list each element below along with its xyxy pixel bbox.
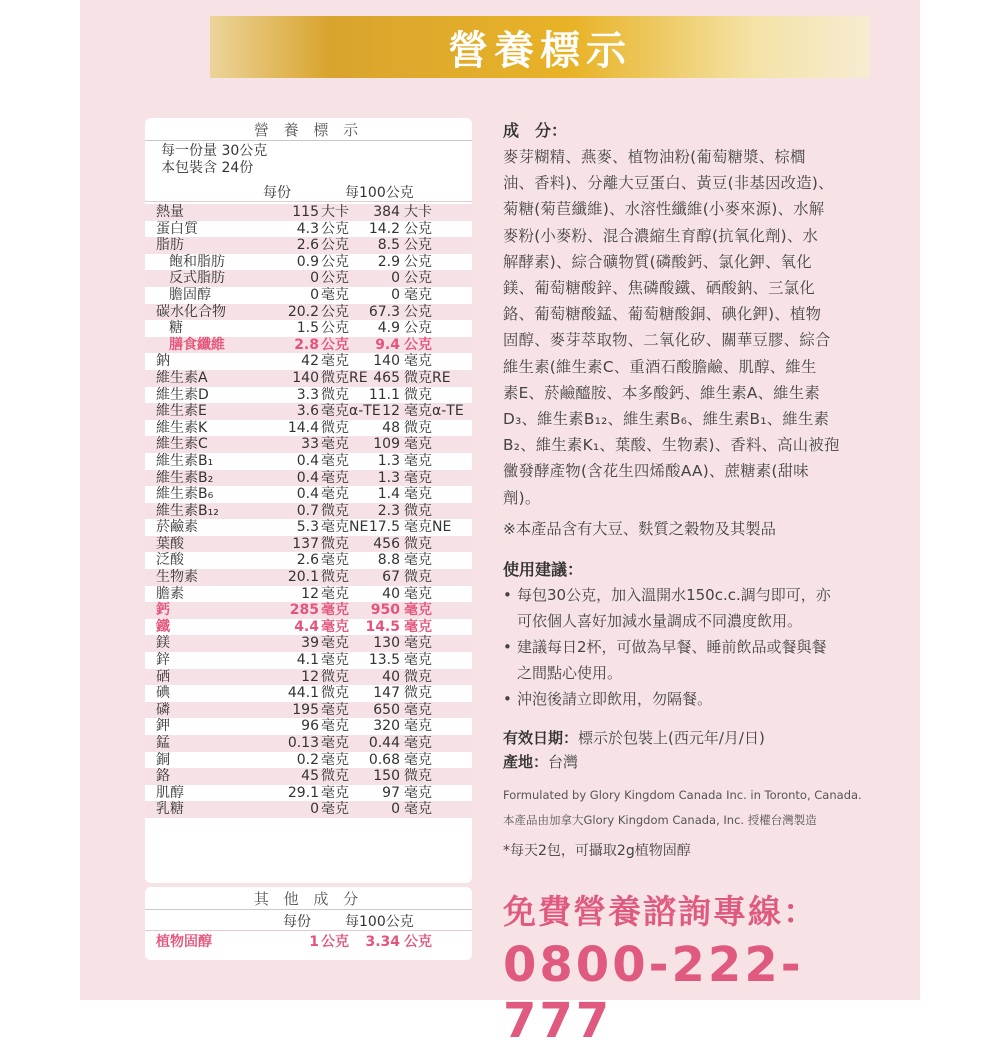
ingredients-line: 黴發酵產物(含花生四烯酸AA)、蔗糖素(甜味 [503, 462, 809, 481]
row-label: 維生素C [156, 436, 208, 453]
row-unit-per-serving: 毫克 [321, 286, 349, 303]
row-unit-per-serving: 大卡 [321, 204, 349, 220]
row-value-per-serving: 39 [301, 635, 319, 652]
row-unit-per-100g: 公克 [404, 253, 432, 270]
row-label: 磷 [156, 701, 170, 718]
nutrition-row [145, 669, 472, 686]
row-value-per-100g: 0 [391, 270, 400, 287]
row-label: 鎂 [156, 635, 170, 652]
row-value-per-100g: 12 [382, 403, 400, 420]
row-value-per-100g: 8.5 [377, 237, 400, 254]
row-unit-per-serving: 毫克 [321, 735, 349, 751]
row-unit-per-100g: 毫克 [404, 286, 432, 303]
row-value-per-serving: 3.6 [296, 403, 319, 420]
row-value-per-100g: 67.3 [368, 303, 400, 320]
row-unit-per-100g: 公克 [404, 320, 432, 337]
row-unit-per-serving: 公克 [321, 253, 349, 270]
row-value-per-serving: 1.5 [296, 320, 319, 337]
row-value-per-100g: 1.3 [377, 469, 400, 486]
hotline-label: 免費營養諮詢專線： [503, 891, 818, 931]
row-value-per-100g: 2.3 [377, 502, 400, 519]
row-unit-per-serving: 毫克α-TE [321, 403, 381, 420]
row-unit-per-100g: 微克RE [404, 369, 451, 386]
nutrition-table-title: 營 養 標 示 [145, 118, 472, 141]
row-unit-per-100g: 毫克 [404, 436, 432, 453]
row-value-per-100g: 950 [370, 602, 400, 619]
row-value-per-100g: 0.68 [368, 751, 400, 768]
row-value-per-100g: 17.5 [368, 519, 400, 536]
row-label: 泛酸 [156, 552, 184, 569]
ingredients-text [503, 144, 873, 511]
nutrition-row [145, 801, 472, 818]
row-value-per-100g: 130 [373, 635, 400, 652]
row-value-per-serving: 12 [301, 668, 319, 685]
ingredients-line: 麥粉(小麥粉、混合濃縮生育醇(抗氧化劑)、水 [503, 226, 819, 245]
row-value-per-100g: 650 [373, 701, 400, 718]
row-unit-per-serving: 毫克 [321, 436, 349, 453]
nutrition-column-header [145, 181, 472, 202]
row-label: 錳 [156, 735, 170, 751]
row-unit-per-100g: 毫克 [404, 602, 432, 619]
row-value-per-100g: 147 [373, 685, 400, 702]
row-unit-per-100g: 微克 [404, 419, 432, 436]
nutrition-row [145, 619, 472, 636]
row-value-per-100g: 13.5 [368, 652, 400, 669]
nutrition-row [145, 569, 472, 586]
row-label: 維生素D [156, 386, 209, 403]
row-unit-per-100g: 微克 [404, 535, 432, 552]
row-value-per-100g: 67 [382, 569, 400, 586]
row-value-per-100g: 1.3 [377, 452, 400, 469]
row-unit-per-100g: 毫克 [404, 469, 432, 486]
row-unit-per-serving: 微克RE [321, 369, 368, 386]
ingredients-line: 劑)。 [503, 488, 541, 507]
row-value-per-serving: 1 [309, 934, 319, 950]
row-value-per-100g: 3.34 [365, 934, 400, 950]
row-label: 維生素K [156, 419, 208, 436]
row-value-per-serving: 3.3 [296, 386, 319, 403]
row-value-per-serving: 14.4 [287, 419, 319, 436]
row-unit-per-serving: 公克 [321, 303, 349, 320]
row-value-per-100g: 320 [373, 718, 400, 735]
bullet-icon: • [503, 689, 512, 708]
row-label: 鐵 [156, 618, 170, 635]
ingredients-line: 麥芽糊精、燕麥、植物油粉(葡萄糖漿、棕櫚 [503, 148, 806, 166]
row-unit-per-serving: 微克 [321, 502, 349, 519]
row-value-per-serving: 20.2 [287, 303, 319, 320]
row-unit-per-serving: 公克 [321, 237, 349, 254]
row-unit-per-serving: 毫克 [321, 585, 349, 602]
row-unit-per-100g: 微克 [404, 768, 432, 785]
row-value-per-100g: 14.2 [368, 220, 400, 237]
row-unit-per-serving: 毫克 [321, 801, 349, 818]
nutrition-row [145, 320, 472, 337]
row-value-per-serving: 115 [292, 204, 319, 220]
ingredients-line: 維生素(維生素C、重酒石酸膽鹼、肌醇、維生 [503, 357, 817, 376]
row-label: 膽素 [156, 585, 184, 602]
ingredients-line: B₂、維生素K₁、葉酸、生物素)、香料、高山被孢 [503, 436, 840, 455]
row-unit-per-serving: 公克 [321, 220, 349, 237]
row-label: 鈣 [156, 602, 170, 619]
usage-line: 每包30公克，加入溫開水150c.c.調勻即可，亦 [517, 585, 831, 604]
row-unit-per-100g: 毫克 [404, 652, 432, 669]
row-unit-per-100g: 毫克NE [404, 519, 452, 536]
nutrition-row [145, 718, 472, 735]
other-column-header [145, 910, 472, 931]
origin-value: 台灣 [548, 752, 579, 771]
hotline-phone: 0800-222-777 [503, 936, 804, 1049]
nutrition-row [145, 735, 472, 752]
row-label: 維生素B₁ [156, 452, 214, 469]
row-unit-per-serving: 毫克 [321, 452, 349, 469]
allergen-notice: ※本產品含有大豆、麩質之穀物及其製品 [503, 519, 776, 538]
row-unit-per-100g: 公克 [404, 237, 432, 254]
nutrition-row [145, 519, 472, 536]
row-value-per-serving: 0 [310, 801, 319, 818]
row-value-per-100g: 40 [382, 585, 400, 602]
row-value-per-serving: 137 [292, 535, 319, 552]
row-value-per-serving: 4.4 [294, 618, 319, 635]
row-value-per-100g: 1.4 [377, 486, 400, 503]
row-unit-per-100g: 微克 [404, 502, 432, 519]
row-unit-per-serving: 公克 [321, 336, 349, 353]
row-unit-per-100g: 毫克 [404, 701, 432, 718]
row-value-per-100g: 48 [382, 419, 400, 436]
row-value-per-100g: 40 [382, 668, 400, 685]
row-value-per-100g: 11.1 [368, 386, 400, 403]
ingredients-line: 解酵素)、綜合礦物質(磷酸鈣、氯化鉀、氧化 [503, 252, 812, 271]
row-unit-per-100g: 公克 [404, 303, 432, 320]
row-unit-per-serving: 毫克 [321, 469, 349, 486]
row-unit-per-100g: 毫克 [404, 635, 432, 652]
row-value-per-serving: 0.4 [296, 486, 319, 503]
banner-title: 營養標示 [448, 26, 632, 74]
nutrition-row [145, 221, 472, 238]
nutrition-row [145, 387, 472, 404]
nutrition-row [145, 436, 472, 453]
nutrition-row [145, 652, 472, 669]
row-unit-per-100g: 毫克 [404, 784, 432, 801]
row-unit-per-serving: 公克 [321, 270, 349, 287]
usage-line: 建議每日2杯，可做為早餐、睡前飲品或餐與餐 [517, 637, 827, 656]
row-unit-per-100g: 毫克 [404, 353, 432, 370]
row-value-per-100g: 109 [373, 436, 400, 453]
nutrition-row [145, 237, 472, 254]
row-unit-per-serving: 微克 [321, 668, 349, 685]
nutrition-row [145, 254, 472, 271]
row-unit-per-100g: 微克 [404, 685, 432, 702]
origin-label: 產地： [503, 752, 549, 771]
row-value-per-serving: 29.1 [287, 784, 319, 801]
formulated-chinese: 本產品由加拿大Glory Kingdom Canada, Inc. 授權台灣製造 [503, 812, 817, 827]
bullet-icon: • [503, 585, 512, 604]
ingredients-line: 鉻、葡萄糖酸錳、葡萄糖酸銅、碘化鉀)、植物 [503, 305, 822, 324]
nutrition-row [145, 536, 472, 553]
row-label: 維生素E [156, 403, 207, 420]
row-label: 鉀 [156, 718, 170, 735]
nutrition-row [145, 337, 472, 354]
row-unit-per-100g: 毫克 [404, 735, 432, 751]
usage-line: 可依個人喜好加減水量調成不同濃度飲用。 [517, 611, 803, 630]
row-label: 鈉 [156, 353, 170, 370]
row-value-per-serving: 33 [301, 436, 319, 453]
row-value-per-serving: 140 [292, 369, 319, 386]
usage-line: 之間點心使用。 [517, 663, 623, 682]
row-label: 葉酸 [156, 535, 184, 552]
row-label: 反式脂肪 [169, 270, 225, 287]
row-label: 菸鹼素 [156, 519, 198, 536]
row-value-per-serving: 4.1 [296, 652, 319, 669]
expiry-label: 有效日期： [503, 728, 579, 747]
nutrition-row [145, 752, 472, 769]
row-unit-per-serving: 毫克 [321, 602, 349, 619]
origin [503, 750, 873, 774]
expiry-value: 標示於包裝上(西元年/月/日) [578, 728, 765, 747]
row-value-per-100g: 4.9 [377, 320, 400, 337]
row-label: 維生素B₂ [156, 469, 214, 486]
expiry-date [503, 726, 873, 750]
row-value-per-100g: 14.5 [365, 618, 400, 635]
nutrition-row [145, 470, 472, 487]
row-label: 維生素B₆ [156, 486, 214, 503]
ingredients-line: 鎂、葡萄糖酸鋅、焦磷酸鐵、硒酸鈉、三氯化 [503, 279, 815, 298]
row-value-per-100g: 0.44 [368, 735, 400, 751]
row-value-per-serving: 2.8 [294, 336, 319, 353]
nutrition-row [145, 635, 472, 652]
ingredients-line: 菊糖(菊苣纖維)、水溶性纖維(小麥來源)、水解 [503, 200, 825, 219]
ingredients-title: 成 分： [503, 121, 568, 140]
nutrition-row [145, 204, 472, 221]
row-label: 維生素B₁₂ [156, 502, 219, 519]
ingredients-line: 固醇、麥芽萃取物、二氧化矽、關華豆膠、綜合 [503, 331, 831, 350]
row-label: 脂肪 [156, 237, 184, 254]
row-unit-per-100g: 大卡 [404, 204, 432, 220]
row-unit-per-100g: 微克 [404, 386, 432, 403]
row-unit-per-100g: 公克 [404, 220, 432, 237]
row-value-per-100g: 465 [373, 369, 400, 386]
row-unit-per-100g: 毫克 [404, 618, 432, 635]
row-value-per-serving: 2.6 [296, 552, 319, 569]
row-value-per-100g: 8.8 [377, 552, 400, 569]
col-per-100g: 每100公克 [345, 185, 414, 201]
row-label: 銅 [156, 751, 170, 768]
row-unit-per-100g: 毫克 [404, 751, 432, 768]
row-value-per-100g: 150 [373, 768, 400, 785]
row-label: 肌醇 [156, 784, 184, 801]
usage-title: 使用建議： [503, 559, 584, 579]
row-value-per-serving: 4.3 [296, 220, 319, 237]
row-unit-per-serving: 微克 [321, 419, 349, 436]
row-value-per-serving: 42 [301, 353, 319, 370]
row-unit-per-serving: 微克 [321, 535, 349, 552]
usage-line: 沖泡後請立即飲用，勿隔餐。 [517, 689, 713, 708]
row-unit-per-serving: 毫克 [321, 784, 349, 801]
row-unit-per-100g: 公克 [404, 270, 432, 287]
row-label: 蛋白質 [156, 220, 198, 237]
row-label: 生物素 [156, 569, 198, 586]
row-value-per-100g: 0 [391, 801, 400, 818]
row-unit-per-100g: 毫克 [404, 585, 432, 602]
nutrition-row [145, 287, 472, 304]
row-label: 膽固醇 [169, 286, 211, 303]
row-value-per-100g: 0 [391, 286, 400, 303]
other-col-per-serving: 每份 [283, 914, 311, 930]
row-label: 飽和脂肪 [169, 253, 225, 270]
row-unit-per-serving: 毫克 [321, 552, 349, 569]
nutrition-row [145, 270, 472, 287]
row-value-per-100g: 384 [373, 204, 400, 220]
row-label: 維生素A [156, 369, 208, 386]
row-value-per-100g: 456 [373, 535, 400, 552]
row-value-per-serving: 0.4 [296, 469, 319, 486]
row-unit-per-serving: 毫克 [321, 635, 349, 652]
other-ingredients-title: 其 他 成 分 [145, 887, 472, 910]
other-row-plant-sterol [145, 934, 472, 951]
row-value-per-serving: 44.1 [287, 685, 319, 702]
row-unit-per-serving: 毫克 [321, 718, 349, 735]
nutrition-row [145, 702, 472, 719]
row-unit-per-100g: 毫克 [404, 718, 432, 735]
row-unit-per-serving: 毫克 [321, 751, 349, 768]
row-unit-per-serving: 微克 [321, 569, 349, 586]
row-value-per-serving: 0.4 [296, 452, 319, 469]
row-value-per-serving: 20.1 [287, 569, 319, 586]
row-label: 鋅 [156, 652, 170, 669]
nutrition-row [145, 602, 472, 619]
bullet-icon: • [503, 637, 512, 656]
row-unit-per-serving: 毫克 [321, 618, 349, 635]
row-unit-per-100g: 微克 [404, 668, 432, 685]
ingredients-line: 素E、菸鹼醯胺、本多酸鈣、維生素A、維生素 [503, 383, 821, 402]
row-value-per-serving: 0.2 [296, 751, 319, 768]
row-unit-per-100g: 公克 [404, 336, 432, 353]
nutrition-row [145, 552, 472, 569]
title-banner [210, 16, 870, 78]
servings-per-pack: 本包裝含 24份 [161, 160, 254, 176]
row-label: 硒 [156, 668, 170, 685]
row-value-per-serving: 0.13 [287, 735, 319, 751]
row-value-per-serving: 12 [301, 585, 319, 602]
row-unit-per-100g: 微克 [404, 569, 432, 586]
serving-size: 每一份量 30公克 [161, 143, 268, 159]
row-value-per-100g: 97 [382, 784, 400, 801]
row-unit-per-serving: 毫克 [321, 652, 349, 669]
other-ingredients-table [145, 887, 472, 960]
ingredients-line: 油、香料)、分離大豆蛋白、黃豆(非基因改造)、 [503, 174, 834, 193]
row-value-per-serving: 2.6 [296, 237, 319, 254]
row-unit-per-serving: 微克 [321, 768, 349, 785]
product-info [503, 118, 873, 1049]
nutrition-row [145, 304, 472, 321]
nutrition-row [145, 785, 472, 802]
nutrition-rows [145, 204, 472, 818]
nutrition-row [145, 685, 472, 702]
row-value-per-serving: 45 [301, 768, 319, 785]
row-value-per-serving: 195 [292, 701, 319, 718]
usage-item [503, 686, 873, 712]
row-unit-per-100g: 毫克 [404, 801, 432, 818]
nutrition-row [145, 420, 472, 437]
row-value-per-serving: 0 [310, 286, 319, 303]
row-value-per-serving: 96 [301, 718, 319, 735]
nutrition-row [145, 370, 472, 387]
row-unit-per-100g: 毫克 [404, 486, 432, 503]
nutrition-row [145, 586, 472, 603]
ingredients-line: D₃、維生素B₁₂、維生素B₆、維生素B₁、維生素 [503, 410, 830, 429]
row-unit-per-serving: 微克 [321, 685, 349, 702]
row-label: 鉻 [156, 768, 170, 785]
formulated-english: Formulated by Glory Kingdom Canada Inc. in Toronto, Canada. [503, 787, 862, 802]
row-label: 熱量 [156, 204, 184, 220]
row-value-per-100g: 2.9 [377, 253, 400, 270]
col-per-serving: 每份 [263, 185, 291, 201]
row-label: 乳糖 [156, 801, 184, 818]
nutrition-table [145, 118, 472, 883]
row-value-per-100g: 140 [373, 353, 400, 370]
row-label: 糖 [169, 320, 183, 337]
row-unit-per-serving: 毫克NE [321, 519, 369, 536]
usage-item [503, 634, 873, 686]
nutrition-row [145, 503, 472, 520]
row-unit-per-serving: 毫克 [321, 486, 349, 503]
row-unit-per-serving: 微克 [321, 386, 349, 403]
row-unit-per-serving: 毫克 [321, 701, 349, 718]
row-label: 碘 [156, 685, 170, 702]
other-col-per-100g: 每100公克 [345, 914, 414, 930]
usage-list [503, 582, 873, 712]
row-value-per-serving: 0 [310, 270, 319, 287]
nutrition-row [145, 403, 472, 420]
row-label: 植物固醇 [156, 934, 212, 950]
row-value-per-serving: 285 [289, 602, 319, 619]
row-value-per-100g: 9.4 [375, 336, 400, 353]
row-value-per-serving: 5.3 [296, 519, 319, 536]
row-label: 膳食纖維 [169, 336, 225, 353]
nutrition-row [145, 486, 472, 503]
row-unit-per-serving: 毫克 [321, 353, 349, 370]
usage-item [503, 582, 873, 634]
row-unit-per-serving: 公克 [321, 934, 349, 950]
row-value-per-serving: 0.9 [296, 253, 319, 270]
nutrition-row [145, 768, 472, 785]
nutrition-row [145, 353, 472, 370]
row-unit-per-100g: 毫克 [404, 452, 432, 469]
row-unit-per-serving: 公克 [321, 320, 349, 337]
nutrition-row [145, 453, 472, 470]
row-unit-per-100g: 毫克α-TE [404, 403, 464, 420]
row-unit-per-100g: 公克 [404, 934, 432, 950]
sterol-note: *每天2包，可攝取2g植物固醇 [503, 842, 691, 859]
row-value-per-serving: 0.7 [296, 502, 319, 519]
row-unit-per-100g: 毫克 [404, 552, 432, 569]
row-label: 碳水化合物 [156, 303, 226, 320]
